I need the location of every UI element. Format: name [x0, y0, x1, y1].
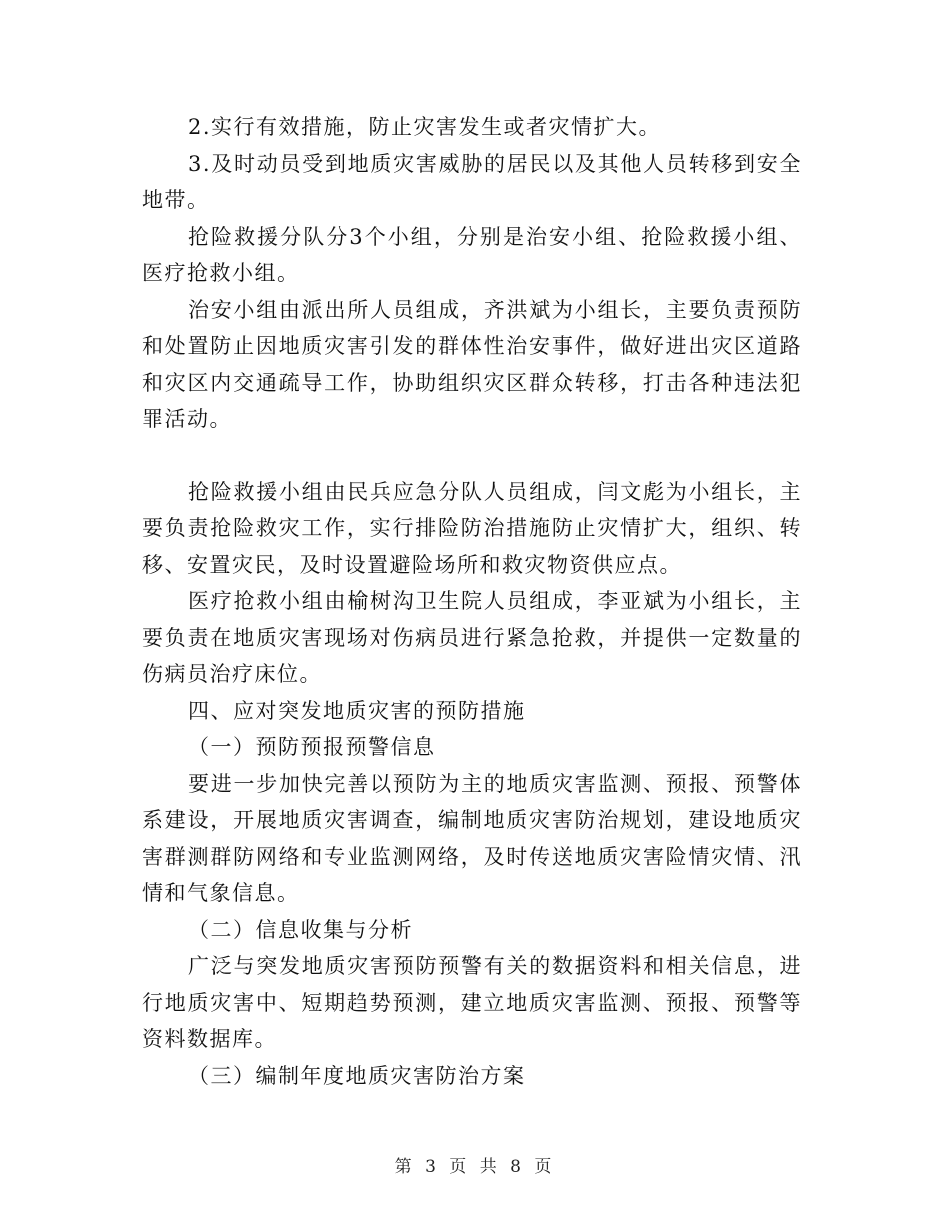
section-heading-prevention: 四、应对突发地质灾害的预防措施 [188, 698, 526, 723]
paragraph-info-collection: 广泛与突发地质灾害预防预警有关的数据资料和相关信息，进行地质灾害中、短期趋势预测，建立地质灾害监测、预报、预警等资料数据库。 [142, 954, 802, 1051]
paragraph-rescue-groups: 抢险救援分队分3个小组，分别是治安小组、抢险救援小组、医疗抢救小组。 [142, 224, 802, 285]
paragraph-measure-2: 2.实行有效措施，防止灾害发生或者灾情扩大。 [188, 115, 662, 139]
subsection-heading-1: （一）预防预报预警信息 [188, 735, 436, 759]
paragraph-rescue-group: 抢险救援小组由民兵应急分队人员组成，闫文彪为小组长，主要负责抢险救灾工作，实行排险防治措施防止灾情扩大，组织、转移、安置灾民，及时设置避险场所和救灾物资供应点。 [142, 479, 802, 577]
paragraph-warning-system: 要进一步加快完善以预防为主的地质灾害监测、预报、预警体系建设，开展地质灾害调查，编制地质灾害防治规划，建设地质灾害群测群防网络和专业监测网络，及时传送地质灾害险情灾情、汛情和气象信息。 [142, 771, 802, 905]
subsection-heading-2: （二）信息收集与分析 [188, 917, 413, 942]
subsection-heading-3: （三）编制年度地质灾害防治方案 [188, 1063, 526, 1088]
document-body [142, 109, 802, 1094]
page-number-footer: 第 3 页 共 8 页 [394, 1157, 556, 1177]
paragraph-medical-group: 医疗抢救小组由榆树沟卫生院人员组成，李亚斌为小组长，主要负责在地质灾害现场对伤病员进行紧急抢救，并提供一定数量的伤病员治疗床位。 [142, 589, 802, 686]
paragraph-security-group: 治安小组由派出所人员组成，齐洪斌为小组长，主要负责预防和处置防止因地质灾害引发的群体性治安事件，做好进出灾区道路和灾区内交通疏导工作，协助组织灾区群众转移，打击各种违法犯罪活动。 [142, 297, 802, 431]
paragraph-measure-3: 3.及时动员受到地质灾害威胁的居民以及其他人员转移到安全地带。 [142, 151, 802, 212]
